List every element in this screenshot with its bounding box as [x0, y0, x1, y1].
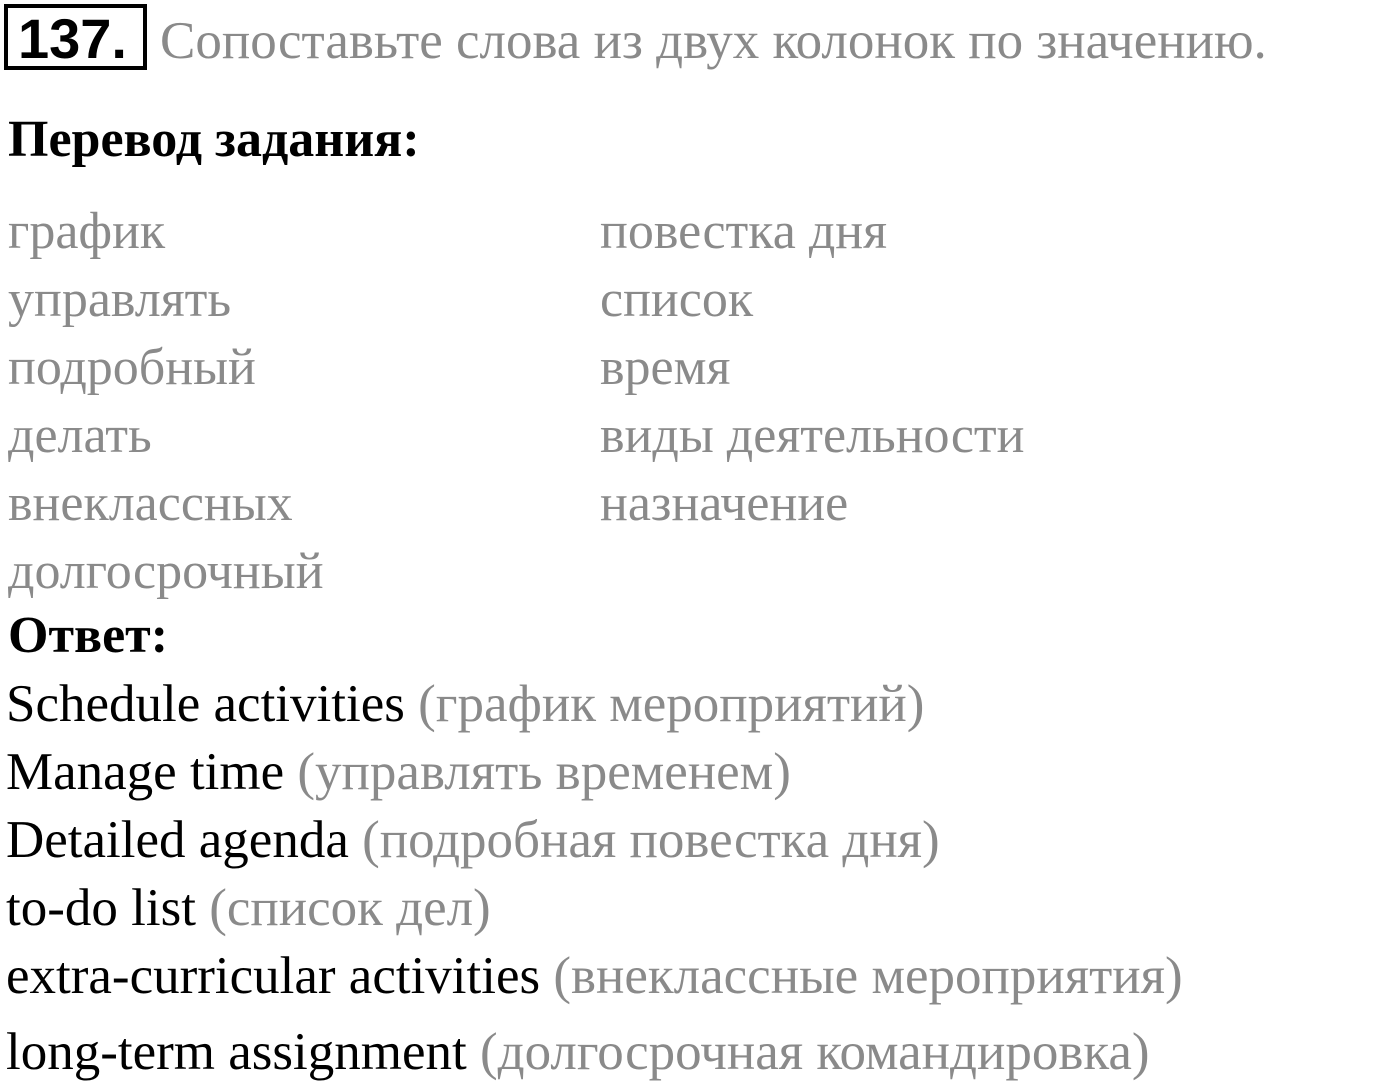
- translation-heading: Перевод задания:: [8, 111, 420, 168]
- answer-russian-translation: (график мероприятий): [418, 675, 925, 733]
- answer-english-phrase: Manage time: [6, 743, 285, 801]
- task-instruction: Сопоставьте слова из двух колонок по значению.: [160, 12, 1267, 70]
- task-number-badge: 137.: [4, 4, 147, 70]
- vocab-left-item: график: [8, 203, 166, 260]
- vocab-left-item: долгосрочный: [8, 543, 324, 600]
- answer-item: [6, 806, 1183, 874]
- answer-item: [6, 942, 1183, 1010]
- answer-heading: Ответ:: [8, 607, 169, 664]
- answer-english-phrase: to-do list: [6, 879, 196, 937]
- answer-russian-translation: (подробная повестка дня): [362, 811, 940, 869]
- vocab-right-item: список: [600, 271, 754, 328]
- answer-english-phrase: Detailed agenda: [6, 811, 349, 869]
- answer-item: [6, 874, 1183, 942]
- answer-item: [6, 1018, 1183, 1086]
- answer-item: [6, 670, 1183, 738]
- answer-english-phrase: Schedule activities: [6, 675, 405, 733]
- vocab-left-item: подробный: [8, 339, 256, 396]
- answer-russian-translation: (список дел): [209, 879, 491, 937]
- vocab-right-item: повестка дня: [600, 203, 888, 260]
- vocab-right-column: [600, 198, 1024, 538]
- answer-item: [6, 738, 1183, 806]
- vocab-left-item: внеклассных: [8, 475, 293, 532]
- vocab-left-item: делать: [8, 407, 152, 464]
- answer-english-phrase: long-term assignment: [6, 1023, 467, 1081]
- answer-russian-translation: (внеклассные мероприятия): [553, 947, 1183, 1005]
- answer-english-phrase: extra-curricular activities: [6, 947, 541, 1005]
- vocab-right-item: время: [600, 339, 731, 396]
- answer-russian-translation: (управлять временем): [297, 743, 791, 801]
- answer-russian-translation: (долгосрочная командировка): [479, 1023, 1150, 1081]
- vocab-left-column: [8, 198, 324, 606]
- task-header: [4, 4, 1396, 78]
- vocab-left-item: управлять: [8, 271, 232, 328]
- vocab-right-item: виды деятельности: [600, 407, 1025, 464]
- answer-list: [6, 670, 1183, 1086]
- vocab-right-item: назначение: [600, 475, 849, 532]
